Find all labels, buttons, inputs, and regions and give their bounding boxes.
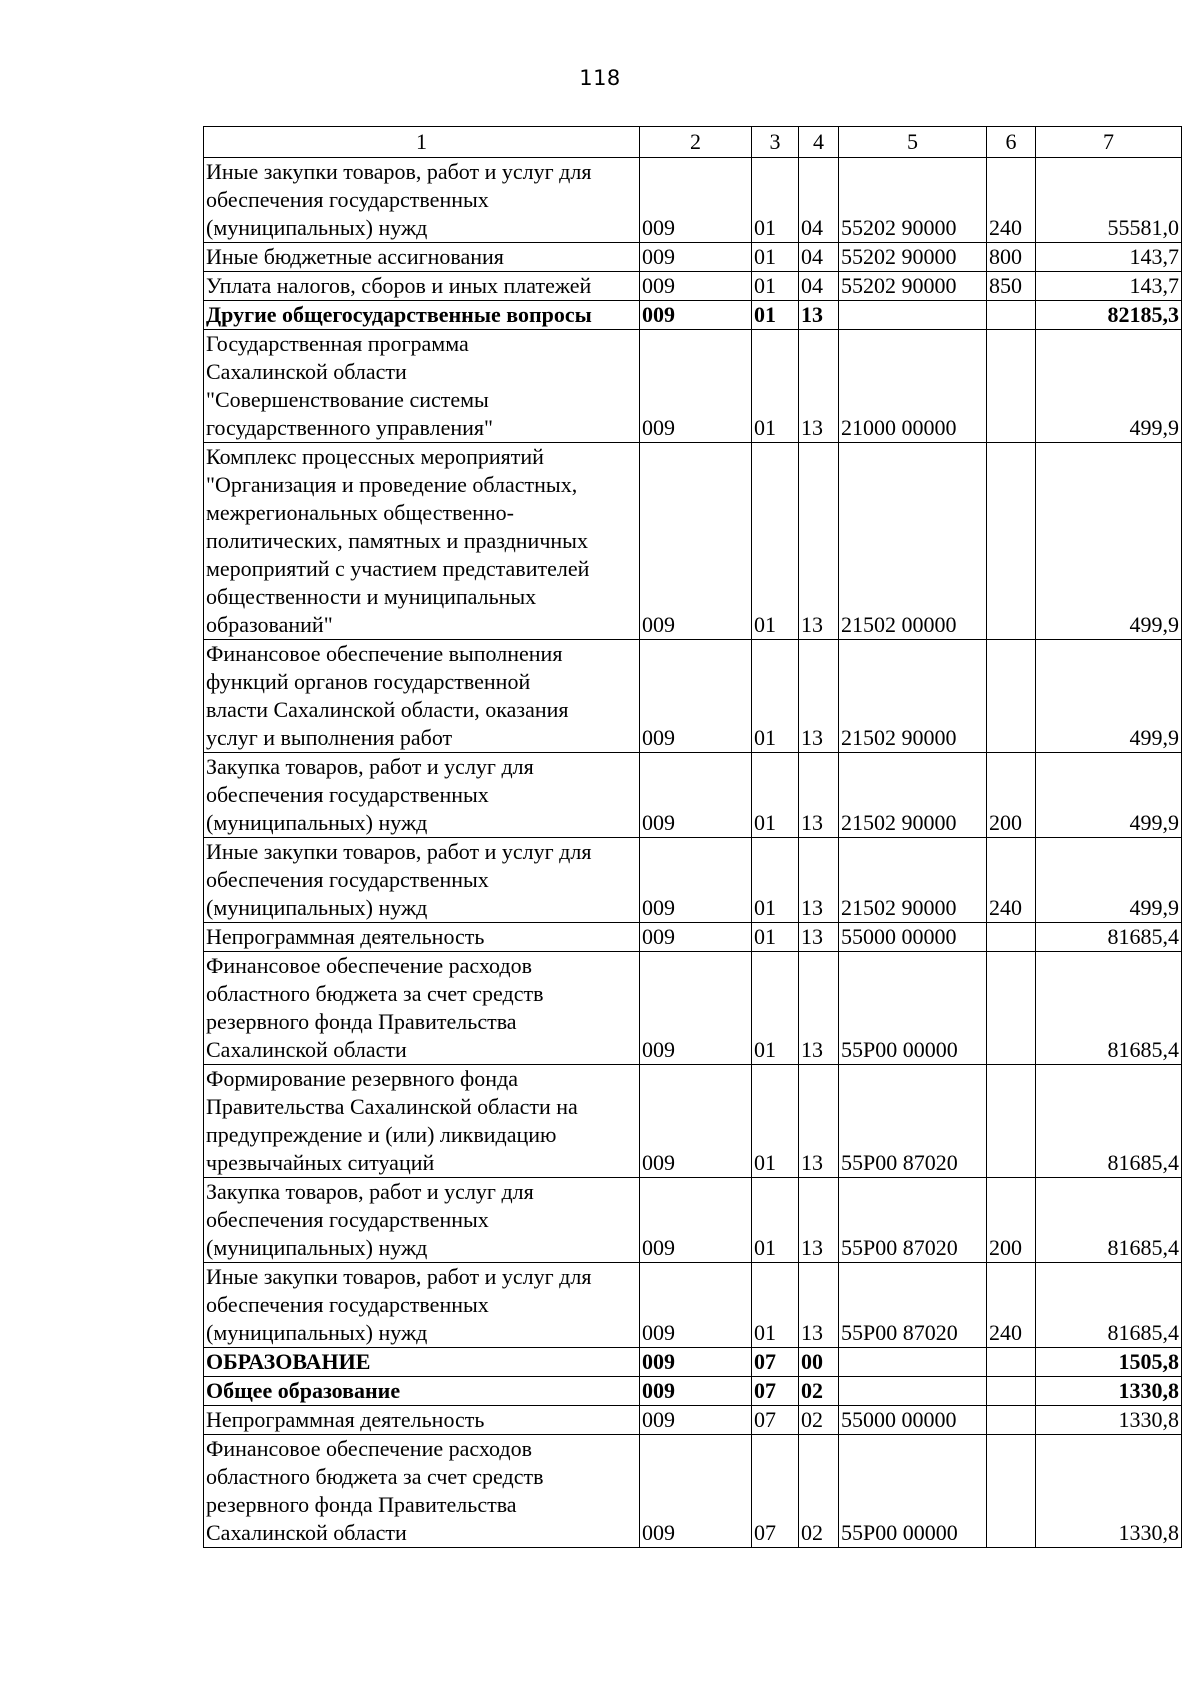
cell-section: 01 xyxy=(752,1065,799,1178)
cell-target-article: 55000 00000 xyxy=(839,923,987,952)
table-row xyxy=(204,1263,1182,1348)
cell-target-article xyxy=(839,1348,987,1377)
cell-expense-type: 240 xyxy=(987,158,1036,243)
cell-amount: 81685,4 xyxy=(1036,952,1182,1065)
cell-admin-code: 009 xyxy=(640,1435,752,1548)
cell-expense-type: 200 xyxy=(987,1178,1036,1263)
cell-expense-type: 850 xyxy=(987,272,1036,301)
cell-amount: 55581,0 xyxy=(1036,158,1182,243)
cell-admin-code: 009 xyxy=(640,1377,752,1406)
table-row xyxy=(204,753,1182,838)
cell-amount: 1330,8 xyxy=(1036,1435,1182,1548)
table-row xyxy=(204,1406,1182,1435)
budget-table xyxy=(203,126,1182,1548)
cell-admin-code: 009 xyxy=(640,272,752,301)
cell-admin-code: 009 xyxy=(640,1263,752,1348)
cell-subsection: 04 xyxy=(799,243,839,272)
cell-section: 07 xyxy=(752,1348,799,1377)
cell-section: 01 xyxy=(752,753,799,838)
cell-section: 07 xyxy=(752,1406,799,1435)
cell-expense-type xyxy=(987,1065,1036,1178)
cell-subsection: 13 xyxy=(799,1263,839,1348)
cell-admin-code: 009 xyxy=(640,301,752,330)
cell-subsection: 13 xyxy=(799,838,839,923)
header-cell: 4 xyxy=(799,127,839,158)
cell-section: 01 xyxy=(752,640,799,753)
cell-target-article: 55202 90000 xyxy=(839,272,987,301)
cell-expense-type xyxy=(987,640,1036,753)
cell-name: Формирование резервного фонда Правительства Сахалинской области на предупреждение и (или) ликвидацию чрезвычайных ситуаций xyxy=(204,1065,640,1178)
cell-amount: 1505,8 xyxy=(1036,1348,1182,1377)
cell-subsection: 02 xyxy=(799,1377,839,1406)
cell-name: Финансовое обеспечение выполнения функций органов государственной власти Сахалинской области, оказания услуг и выполнения работ xyxy=(204,640,640,753)
table-row xyxy=(204,1178,1182,1263)
cell-subsection: 13 xyxy=(799,753,839,838)
table-row xyxy=(204,272,1182,301)
table-row xyxy=(204,838,1182,923)
cell-target-article: 21502 90000 xyxy=(839,753,987,838)
cell-admin-code: 009 xyxy=(640,838,752,923)
cell-subsection: 02 xyxy=(799,1406,839,1435)
cell-target-article: 55000 00000 xyxy=(839,1406,987,1435)
table-row xyxy=(204,243,1182,272)
cell-name: Комплекс процессных мероприятий "Организация и проведение областных, межрегиональных общественно- политических, памятных и праздничных мероприятий с участием представителей общественности и муниципальных образований" xyxy=(204,443,640,640)
cell-target-article: 55Р00 00000 xyxy=(839,1435,987,1548)
cell-expense-type xyxy=(987,1406,1036,1435)
cell-subsection: 00 xyxy=(799,1348,839,1377)
cell-admin-code: 009 xyxy=(640,640,752,753)
cell-admin-code: 009 xyxy=(640,1348,752,1377)
page-number: 118 xyxy=(579,66,621,90)
cell-name: Иные бюджетные ассигнования xyxy=(204,243,640,272)
cell-subsection: 04 xyxy=(799,272,839,301)
cell-expense-type: 240 xyxy=(987,838,1036,923)
cell-name: Закупка товаров, работ и услуг для обеспечения государственных (муниципальных) нужд xyxy=(204,1178,640,1263)
cell-expense-type xyxy=(987,1435,1036,1548)
cell-amount: 499,9 xyxy=(1036,838,1182,923)
cell-target-article: 21502 90000 xyxy=(839,838,987,923)
cell-target-article: 21000 00000 xyxy=(839,330,987,443)
cell-name: Государственная программа Сахалинской области "Совершенствование системы государственного управления" xyxy=(204,330,640,443)
cell-expense-type: 240 xyxy=(987,1263,1036,1348)
cell-admin-code: 009 xyxy=(640,443,752,640)
cell-name: Иные закупки товаров, работ и услуг для обеспечения государственных (муниципальных) нужд xyxy=(204,1263,640,1348)
cell-section: 01 xyxy=(752,1263,799,1348)
table-row xyxy=(204,1435,1182,1548)
cell-section: 01 xyxy=(752,1178,799,1263)
cell-amount: 1330,8 xyxy=(1036,1406,1182,1435)
cell-amount: 82185,3 xyxy=(1036,301,1182,330)
cell-target-article: 21502 90000 xyxy=(839,640,987,753)
table-row xyxy=(204,952,1182,1065)
cell-target-article: 55Р00 87020 xyxy=(839,1263,987,1348)
cell-expense-type: 800 xyxy=(987,243,1036,272)
cell-admin-code: 009 xyxy=(640,243,752,272)
cell-target-article xyxy=(839,301,987,330)
cell-subsection: 13 xyxy=(799,1178,839,1263)
cell-name: Другие общегосударственные вопросы xyxy=(204,301,640,330)
cell-section: 07 xyxy=(752,1435,799,1548)
table-row xyxy=(204,301,1182,330)
cell-name: Общее образование xyxy=(204,1377,640,1406)
cell-amount: 143,7 xyxy=(1036,243,1182,272)
table-row xyxy=(204,443,1182,640)
cell-target-article xyxy=(839,1377,987,1406)
header-cell: 7 xyxy=(1036,127,1182,158)
cell-target-article: 55202 90000 xyxy=(839,243,987,272)
cell-expense-type xyxy=(987,952,1036,1065)
cell-subsection: 13 xyxy=(799,1065,839,1178)
table-row xyxy=(204,1065,1182,1178)
cell-subsection: 13 xyxy=(799,952,839,1065)
cell-subsection: 13 xyxy=(799,443,839,640)
cell-admin-code: 009 xyxy=(640,923,752,952)
cell-admin-code: 009 xyxy=(640,158,752,243)
cell-admin-code: 009 xyxy=(640,1065,752,1178)
cell-target-article: 55Р00 00000 xyxy=(839,952,987,1065)
cell-target-article: 55202 90000 xyxy=(839,158,987,243)
cell-amount: 81685,4 xyxy=(1036,1178,1182,1263)
cell-expense-type: 200 xyxy=(987,753,1036,838)
table-row xyxy=(204,158,1182,243)
cell-amount: 143,7 xyxy=(1036,272,1182,301)
cell-admin-code: 009 xyxy=(640,952,752,1065)
cell-name: Иные закупки товаров, работ и услуг для обеспечения государственных (муниципальных) нужд xyxy=(204,158,640,243)
cell-subsection: 13 xyxy=(799,640,839,753)
cell-section: 01 xyxy=(752,158,799,243)
cell-section: 01 xyxy=(752,952,799,1065)
cell-section: 01 xyxy=(752,243,799,272)
cell-amount: 81685,4 xyxy=(1036,1263,1182,1348)
cell-name: Непрограммная деятельность xyxy=(204,923,640,952)
cell-amount: 499,9 xyxy=(1036,330,1182,443)
cell-subsection: 13 xyxy=(799,301,839,330)
table-header-row xyxy=(204,127,1182,158)
header-cell: 3 xyxy=(752,127,799,158)
table-body xyxy=(204,127,1182,1548)
cell-target-article: 21502 00000 xyxy=(839,443,987,640)
table-row xyxy=(204,1348,1182,1377)
header-cell: 2 xyxy=(640,127,752,158)
cell-amount: 1330,8 xyxy=(1036,1377,1182,1406)
cell-amount: 499,9 xyxy=(1036,443,1182,640)
table-row xyxy=(204,640,1182,753)
table-row xyxy=(204,1377,1182,1406)
header-cell: 1 xyxy=(204,127,640,158)
cell-name: ОБРАЗОВАНИЕ xyxy=(204,1348,640,1377)
cell-amount: 81685,4 xyxy=(1036,1065,1182,1178)
cell-name: Иные закупки товаров, работ и услуг для обеспечения государственных (муниципальных) нужд xyxy=(204,838,640,923)
cell-amount: 499,9 xyxy=(1036,640,1182,753)
cell-target-article: 55Р00 87020 xyxy=(839,1178,987,1263)
cell-name: Непрограммная деятельность xyxy=(204,1406,640,1435)
cell-expense-type xyxy=(987,1348,1036,1377)
cell-section: 01 xyxy=(752,330,799,443)
cell-name: Уплата налогов, сборов и иных платежей xyxy=(204,272,640,301)
cell-expense-type xyxy=(987,1377,1036,1406)
header-cell: 5 xyxy=(839,127,987,158)
cell-expense-type xyxy=(987,443,1036,640)
cell-target-article: 55Р00 87020 xyxy=(839,1065,987,1178)
cell-amount: 499,9 xyxy=(1036,753,1182,838)
cell-expense-type xyxy=(987,923,1036,952)
cell-name: Закупка товаров, работ и услуг для обеспечения государственных (муниципальных) нужд xyxy=(204,753,640,838)
cell-admin-code: 009 xyxy=(640,753,752,838)
cell-section: 01 xyxy=(752,272,799,301)
cell-subsection: 02 xyxy=(799,1435,839,1548)
cell-expense-type xyxy=(987,330,1036,443)
table-row xyxy=(204,923,1182,952)
cell-expense-type xyxy=(987,301,1036,330)
table-row xyxy=(204,330,1182,443)
cell-subsection: 04 xyxy=(799,158,839,243)
cell-section: 01 xyxy=(752,443,799,640)
cell-subsection: 13 xyxy=(799,330,839,443)
cell-amount: 81685,4 xyxy=(1036,923,1182,952)
cell-section: 01 xyxy=(752,838,799,923)
cell-subsection: 13 xyxy=(799,923,839,952)
cell-name: Финансовое обеспечение расходов областного бюджета за счет средств резервного фонда Правительства Сахалинской области xyxy=(204,1435,640,1548)
cell-admin-code: 009 xyxy=(640,1178,752,1263)
cell-section: 01 xyxy=(752,923,799,952)
cell-admin-code: 009 xyxy=(640,330,752,443)
cell-section: 07 xyxy=(752,1377,799,1406)
header-cell: 6 xyxy=(987,127,1036,158)
cell-name: Финансовое обеспечение расходов областного бюджета за счет средств резервного фонда Правительства Сахалинской области xyxy=(204,952,640,1065)
cell-admin-code: 009 xyxy=(640,1406,752,1435)
cell-section: 01 xyxy=(752,301,799,330)
